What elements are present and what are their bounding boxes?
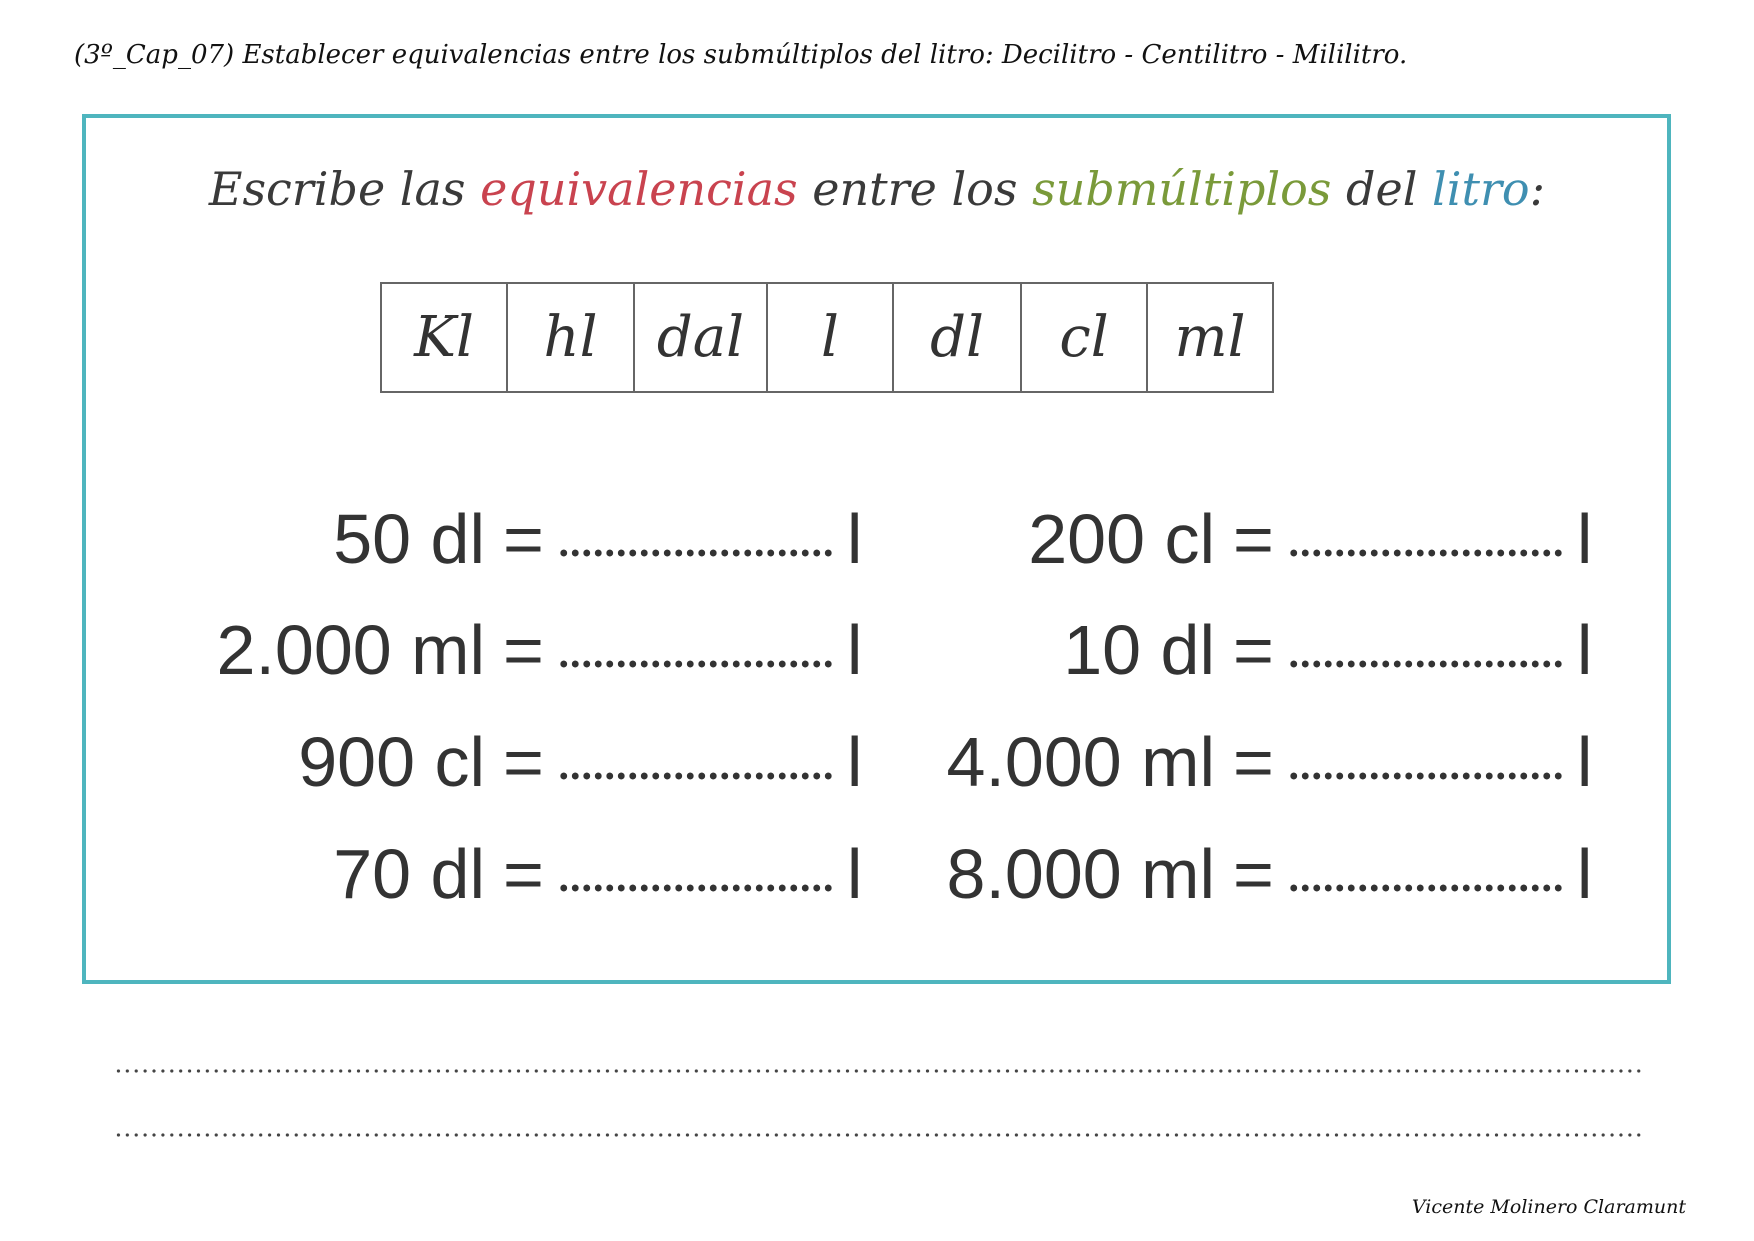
writing-line-2[interactable]	[114, 1132, 1644, 1138]
answer-unit: l	[1576, 500, 1593, 578]
writing-line-1[interactable]	[114, 1068, 1644, 1074]
exercise-right-4	[880, 832, 1592, 916]
unit-cell-cl: cl	[1022, 284, 1148, 391]
answer-blank[interactable]	[558, 770, 833, 782]
exercise-quantity: 10 dl	[1063, 611, 1215, 689]
answer-blank[interactable]	[558, 882, 833, 894]
equals-sign: =	[1233, 611, 1274, 689]
title-word-litro: litro	[1432, 162, 1530, 216]
title-part-1: Escribe las	[208, 162, 481, 216]
title-part-2: entre los	[797, 162, 1033, 216]
equals-sign: =	[1233, 500, 1274, 578]
equals-sign: =	[1233, 723, 1274, 801]
unit-cell-dal: dal	[635, 284, 768, 391]
answer-blank[interactable]	[558, 547, 833, 559]
exercise-quantity: 200 cl	[1028, 500, 1215, 578]
answer-blank[interactable]	[1288, 658, 1563, 670]
title-word-equivalencias: equivalencias	[480, 162, 798, 216]
exercise-quantity: 900 cl	[298, 723, 485, 801]
unit-cell-l: l	[768, 284, 894, 391]
unit-cell-kl: Kl	[382, 284, 508, 391]
answer-blank[interactable]	[1288, 547, 1563, 559]
title-part-4: :	[1529, 162, 1546, 216]
worksheet-header: (3º_Cap_07) Establecer equivalencias entre los submúltiplos del litro: Decilitro - Centilitro - Mililitro.	[74, 40, 1408, 70]
exercise-left-2	[180, 608, 862, 692]
exercise-left-4	[180, 832, 862, 916]
unit-cell-dl: dl	[894, 284, 1022, 391]
author-signature: Vicente Molinero Claramunt	[1411, 1196, 1686, 1218]
exercise-quantity: 8.000 ml	[946, 835, 1215, 913]
equals-sign: =	[1233, 835, 1274, 913]
exercise-quantity: 70 dl	[333, 835, 485, 913]
unit-cell-hl: hl	[508, 284, 635, 391]
equals-sign: =	[503, 835, 544, 913]
equals-sign: =	[503, 723, 544, 801]
exercise-quantity: 4.000 ml	[946, 723, 1215, 801]
title-part-3: del	[1331, 162, 1433, 216]
answer-unit: l	[1576, 611, 1593, 689]
unit-cell-ml: ml	[1174, 305, 1246, 370]
answer-unit: l	[846, 723, 863, 801]
equals-sign: =	[503, 611, 544, 689]
answer-blank[interactable]	[1288, 882, 1563, 894]
exercise-right-1	[880, 497, 1592, 581]
title-word-submultiplos: submúltiplos	[1032, 162, 1332, 216]
exercise-left-1	[180, 497, 862, 581]
exercise-left-3	[180, 720, 862, 804]
answer-unit: l	[846, 611, 863, 689]
exercise-quantity: 2.000 ml	[216, 611, 485, 689]
answer-unit: l	[1576, 723, 1593, 801]
exercise-title	[0, 162, 1754, 216]
equals-sign: =	[503, 500, 544, 578]
exercise-right-2	[880, 608, 1592, 692]
answer-blank[interactable]	[558, 658, 833, 670]
units-table	[380, 282, 1274, 393]
answer-blank[interactable]	[1288, 770, 1563, 782]
exercise-quantity: 50 dl	[333, 500, 485, 578]
answer-unit: l	[846, 835, 863, 913]
exercise-right-3	[880, 720, 1592, 804]
answer-unit: l	[846, 500, 863, 578]
answer-unit: l	[1576, 835, 1593, 913]
